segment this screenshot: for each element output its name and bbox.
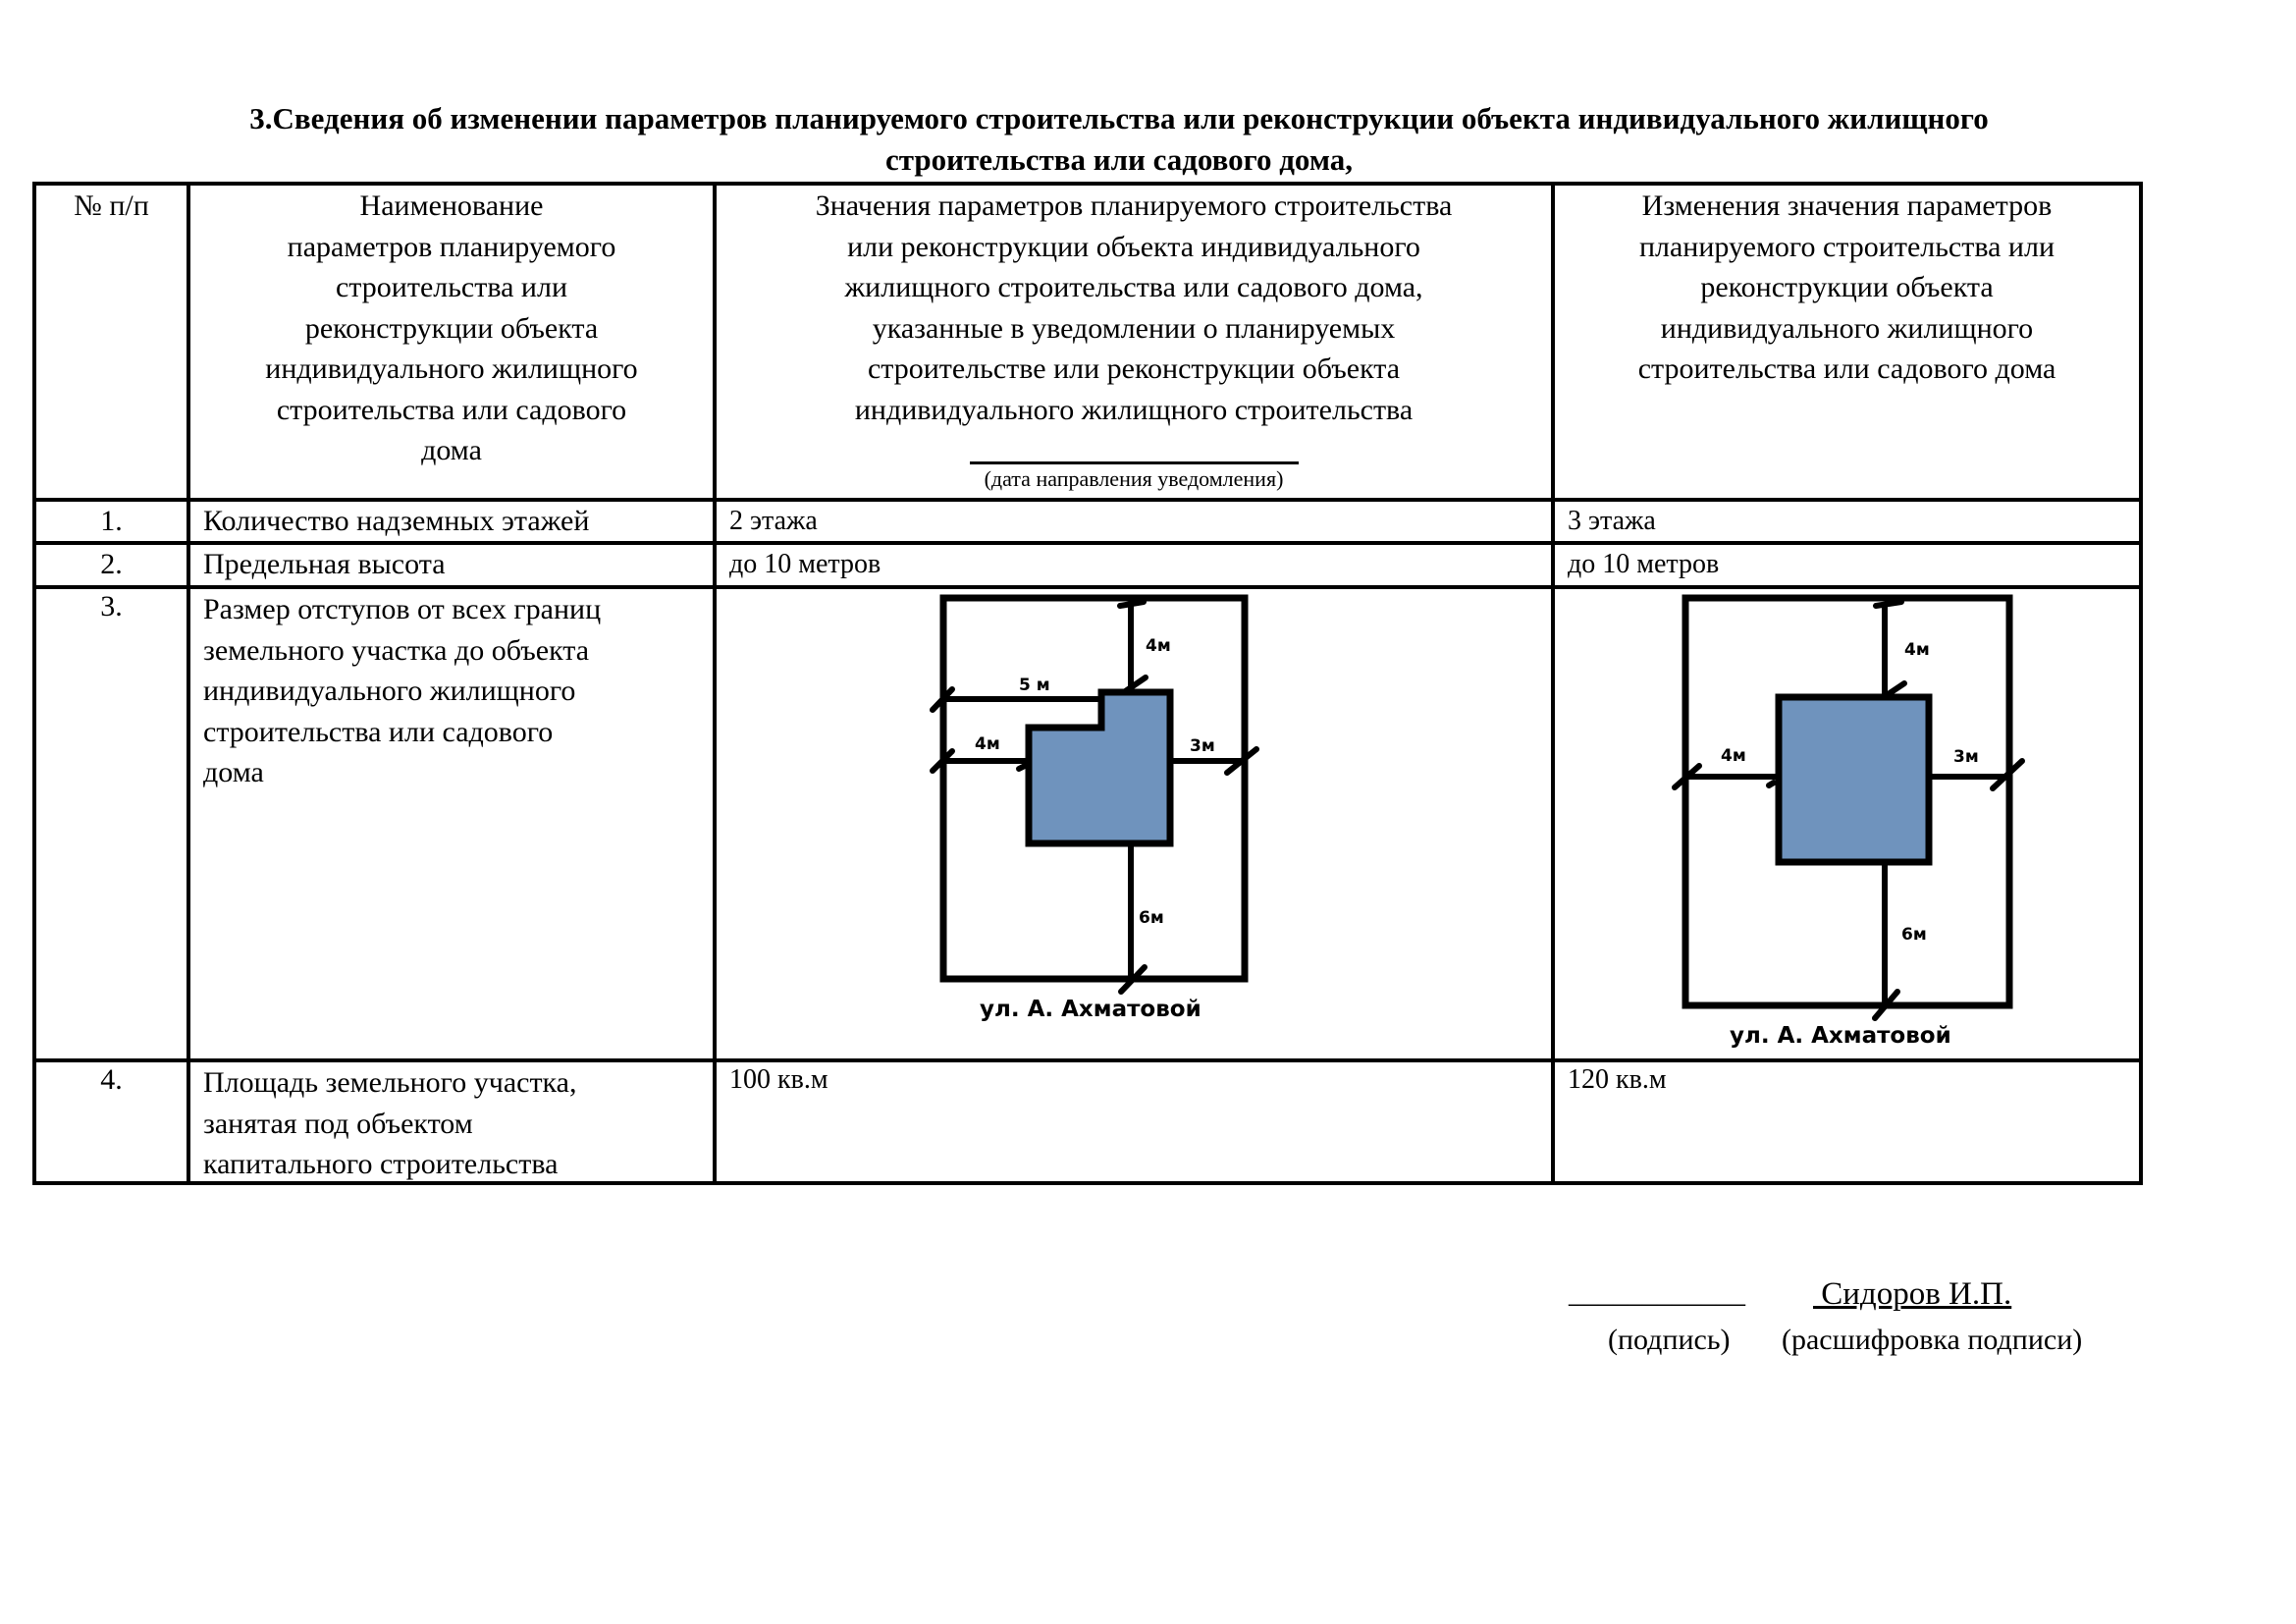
row-changed-value: до 10 метров [1568,549,1720,579]
document-title [59,98,2179,181]
label-top: 4м [1146,636,1171,656]
header-name-line: дома [421,434,482,466]
signature-caption: (подпись) [1608,1324,1731,1356]
header-name-line: строительства или садового [276,393,627,426]
row-name-line: индивидуального жилищного [203,675,576,707]
header-name-line: Наименование [359,189,544,222]
row-num: 3. [100,590,123,623]
row-num: 2. [100,548,123,580]
label-right: 3м [1953,747,1979,767]
header-changed [1555,186,2139,390]
table-border [2139,182,2143,1185]
row-changed-value: 3 этажа [1568,506,1656,536]
row-name-line: капитального строительства [203,1148,559,1180]
header-changed-line: реконструкции объекта [1700,271,1994,303]
date-caption: (дата направления уведомления) [984,466,1284,491]
header-changed-line: Изменения значения параметров [1641,189,2053,222]
signer-name-caption: (расшифровка подписи) [1782,1324,2083,1356]
row-name-line: дома [203,756,264,788]
site-plan-notified [913,584,1325,1036]
label-left: 4м [1721,746,1746,766]
label-right: 3м [1190,736,1215,756]
row-name-line: Размер отступов от всех границ [203,593,602,625]
header-notified-line: строительстве или реконструкции объекта [867,352,1401,385]
house-footprint [1029,692,1170,843]
label-left-upper: 5 м [1019,676,1050,695]
header-name-line: параметров планируемого [287,230,616,263]
table-border [32,182,36,1185]
row-name-line: Площадь земельного участка, [203,1066,577,1099]
label-left-lower: 4м [975,734,1000,754]
header-changed-line: планируемого строительства или [1638,230,2056,263]
street-label: ул. А. Ахматовой [980,997,1201,1022]
header-notified-line: индивидуального жилищного строительства [854,393,1414,426]
row-name-line: строительства или садового [203,715,554,748]
row-name: Количество надземных этажей [203,505,590,537]
header-name [190,186,713,471]
header-name-line: индивидуального жилищного [265,352,638,385]
site-plan-changed [1669,584,2081,1065]
row-notified-value: 100 кв.м [729,1064,828,1095]
signature-line: ____________ [1569,1276,1745,1309]
row-name-line: занятая под объектом [203,1107,473,1140]
street-label: ул. А. Ахматовой [1730,1023,1951,1049]
header-name-line: реконструкции объекта [304,311,599,345]
row-num: 1. [100,505,123,537]
header-notified [717,186,1551,430]
row-notified-value: до 10 метров [729,549,881,579]
row-name: Предельная высота [203,548,446,580]
header-notified-line: жилищного строительства или садового дома, [844,271,1423,303]
title-line-2: строительства или садового дома, [885,142,1353,177]
row-name-line: земельного участка до объекта [203,633,590,667]
label-bottom: 6м [1139,908,1164,928]
row-notified-value: 2 этажа [729,506,818,536]
header-num: № п/п [74,189,149,222]
house-footprint [1779,697,1929,862]
header-name-line: строительства или [335,271,567,303]
header-notified-line: или реконструкции объекта индивидуального [847,230,1420,263]
label-top: 4м [1904,640,1930,660]
header-changed-line: индивидуального жилищного [1660,311,2034,345]
header-notified-line: Значения параметров планируемого строительства [815,189,1453,222]
signer-name: Сидоров И.П. [1813,1276,2012,1312]
row-num: 4. [100,1063,123,1096]
row-name [203,1062,577,1185]
header-notified-line: указанные в уведомлении о планируемых [872,311,1396,345]
title-line-1: 3.Сведения об изменении параметров планируемого строительства или реконструкции объекта индивидуального жилищного [249,101,1989,135]
row-name [203,589,601,793]
label-bottom: 6м [1901,925,1927,945]
row-changed-value: 120 кв.м [1568,1064,1667,1095]
header-changed-line: строительства или садового дома [1637,352,2056,385]
